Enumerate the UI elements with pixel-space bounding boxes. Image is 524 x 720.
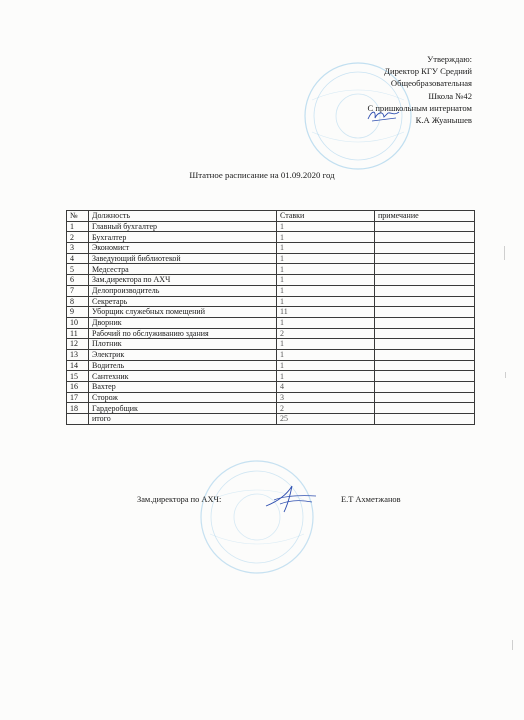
row-number: 13 — [67, 349, 89, 360]
row-rate: 1 — [277, 360, 375, 371]
row-number: 9 — [67, 307, 89, 318]
row-number: 6 — [67, 275, 89, 286]
table-row — [67, 253, 475, 264]
row-rate: 2 — [277, 328, 375, 339]
table-row — [67, 371, 475, 382]
row-note — [375, 382, 475, 393]
row-position: Секретарь — [89, 296, 277, 307]
row-note — [375, 285, 475, 296]
table-row — [67, 232, 475, 243]
table-row — [67, 285, 475, 296]
row-note — [375, 275, 475, 286]
row-number: 10 — [67, 317, 89, 328]
row-note — [375, 392, 475, 403]
row-note — [375, 307, 475, 318]
row-rate: 11 — [277, 307, 375, 318]
approval-line: Школа №42 — [428, 90, 472, 101]
header-note: примечание — [375, 211, 475, 222]
page-title: Штатное расписание на 01.09.2020 год — [189, 170, 335, 180]
table-row — [67, 243, 475, 254]
row-note — [375, 360, 475, 371]
row-number: 18 — [67, 403, 89, 414]
staffing-table — [66, 210, 475, 425]
row-number: 1 — [67, 221, 89, 232]
total-label: итого — [89, 414, 277, 425]
row-rate: 2 — [277, 403, 375, 414]
row-number: 14 — [67, 360, 89, 371]
scan-mark — [505, 372, 506, 378]
row-rate: 3 — [277, 392, 375, 403]
scan-mark — [512, 640, 513, 650]
table-row — [67, 339, 475, 350]
row-position: Сторож — [89, 392, 277, 403]
row-rate: 1 — [277, 264, 375, 275]
row-number: 16 — [67, 382, 89, 393]
row-position: Медсестра — [89, 264, 277, 275]
row-note — [375, 339, 475, 350]
row-position: Главный бухгалтер — [89, 221, 277, 232]
table-row — [67, 360, 475, 371]
row-rate: 1 — [277, 339, 375, 350]
approval-line: С пришкольным интернатом — [367, 102, 472, 113]
row-position: Плотник — [89, 339, 277, 350]
school-stamp-icon — [198, 458, 316, 576]
row-note — [375, 296, 475, 307]
row-note — [375, 317, 475, 328]
table-header-row — [67, 211, 475, 222]
row-rate: 1 — [277, 275, 375, 286]
total-number — [67, 414, 89, 425]
row-number: 3 — [67, 243, 89, 254]
table-total-row — [67, 414, 475, 425]
table-row — [67, 328, 475, 339]
row-rate: 1 — [277, 243, 375, 254]
row-position: Зам.директора по АХЧ — [89, 275, 277, 286]
row-number: 17 — [67, 392, 89, 403]
table-body — [67, 221, 475, 424]
approval-line: Директор КГУ Средний — [384, 66, 472, 77]
row-rate: 1 — [277, 349, 375, 360]
row-number: 12 — [67, 339, 89, 350]
row-position: Водитель — [89, 360, 277, 371]
row-note — [375, 349, 475, 360]
table-row — [67, 349, 475, 360]
table-row — [67, 317, 475, 328]
row-position: Вахтер — [89, 382, 277, 393]
row-number: 5 — [67, 264, 89, 275]
row-note — [375, 232, 475, 243]
table-row — [67, 264, 475, 275]
row-rate: 1 — [277, 253, 375, 264]
row-position: Экономист — [89, 243, 277, 254]
row-number: 7 — [67, 285, 89, 296]
row-position: Бухгалтер — [89, 232, 277, 243]
row-number: 15 — [67, 371, 89, 382]
table-row — [67, 382, 475, 393]
approval-line: Утверждаю: — [427, 54, 472, 64]
row-position: Уборщик служебных помещений — [89, 307, 277, 318]
row-note — [375, 403, 475, 414]
table-row — [67, 221, 475, 232]
row-number: 11 — [67, 328, 89, 339]
row-rate: 1 — [277, 296, 375, 307]
row-note — [375, 243, 475, 254]
row-rate: 1 — [277, 285, 375, 296]
table-row — [67, 307, 475, 318]
total-note — [375, 414, 475, 425]
row-note — [375, 264, 475, 275]
deputy-signature-icon — [262, 482, 320, 514]
row-position: Гардеробщик — [89, 403, 277, 414]
row-position: Заведующий библиотекой — [89, 253, 277, 264]
row-rate: 1 — [277, 221, 375, 232]
total-rate: 25 — [277, 414, 375, 425]
row-note — [375, 253, 475, 264]
approval-line: К.А Жуанышев — [415, 115, 472, 126]
row-rate: 1 — [277, 371, 375, 382]
scan-mark — [504, 246, 505, 260]
table-row — [67, 296, 475, 307]
row-position: Электрик — [89, 349, 277, 360]
row-number: 2 — [67, 232, 89, 243]
row-number: 4 — [67, 253, 89, 264]
header-rate: Ставки — [277, 211, 375, 222]
table-row — [67, 275, 475, 286]
row-position: Рабочий по обслуживанию здания — [89, 328, 277, 339]
header-number: № — [67, 211, 89, 222]
table-row — [67, 403, 475, 414]
row-position: Дворник — [89, 317, 277, 328]
row-rate: 1 — [277, 232, 375, 243]
signer-role: Зам.директора по АХЧ: — [137, 495, 222, 504]
row-note — [375, 221, 475, 232]
row-rate: 1 — [277, 317, 375, 328]
table-row — [67, 392, 475, 403]
approval-line: Общеобразовательная — [390, 78, 472, 89]
director-signature-icon — [366, 106, 402, 124]
row-position: Сантехник — [89, 371, 277, 382]
header-position: Должность — [89, 211, 277, 222]
row-note — [375, 371, 475, 382]
row-rate: 4 — [277, 382, 375, 393]
row-position: Делопроизводитель — [89, 285, 277, 296]
signer-name: Е.Т Ахметжанов — [341, 495, 401, 504]
row-note — [375, 328, 475, 339]
row-number: 8 — [67, 296, 89, 307]
